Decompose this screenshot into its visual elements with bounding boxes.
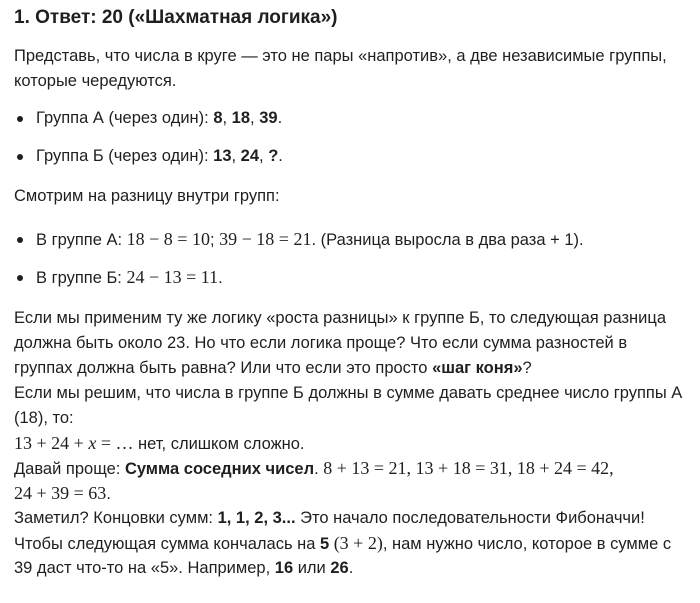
para-line-8: 24 + 39 = 63.	[14, 483, 111, 503]
para-line-11: 39 даст что-то на «5». Например, 16 или 26.	[14, 559, 354, 577]
para-line-3: группах должна быть равна? Или что если это просто «шаг коня»?	[14, 359, 532, 377]
para-line-4: Если мы решим, что числа в группе Б должны в сумме давать среднее число группы А	[14, 384, 683, 402]
bullet-icon	[17, 154, 23, 160]
bullet-icon	[17, 237, 23, 243]
diff-intro: Смотрим на разницу внутри групп:	[14, 187, 280, 205]
intro-line-1: Представь, что числа в круге — это не пары «напротив», а две независимые группы,	[14, 47, 667, 65]
para-line-10: Чтобы следующая сумма кончалась на 5 (3 + 2), нам нужно число, которое в сумме с	[14, 533, 672, 553]
para-line-7: Давай проще: Сумма соседних чисел. 8 + 13 = 21, 13 + 18 = 31, 18 + 24 = 42,	[14, 458, 614, 478]
answer-heading: 1. Ответ: 20 («Шахматная логика»)	[14, 7, 338, 28]
bullet-icon	[17, 275, 23, 281]
group-b-text: Группа Б (через один): 13, 24, ?.	[36, 147, 283, 165]
para-line-2: должна быть около 23. Но что если логика проще? Что если сумма разностей в	[14, 334, 628, 352]
intro-line-2: которые чередуются.	[14, 72, 177, 90]
para-line-6: 13 + 24 + x = … нет, слишком сложно.	[14, 433, 305, 453]
para-line-1: Если мы применим ту же логику «роста разницы» к группе Б, то следующая разница	[14, 309, 666, 327]
bullet-icon	[17, 116, 23, 122]
group-a-text: Группа А (через один): 8, 18, 39.	[36, 109, 283, 127]
para-line-5: (18), то:	[14, 409, 74, 427]
para-line-9: Заметил? Концовки сумм: 1, 1, 2, 3... Это начало последовательности Фибоначчи!	[14, 509, 645, 527]
diff-a-text: В группе А: 18 − 8 = 10; 39 − 18 = 21. (Разница выросла в два раза + 1).	[36, 229, 584, 249]
diff-b-text: В группе Б: 24 − 13 = 11.	[36, 267, 223, 287]
